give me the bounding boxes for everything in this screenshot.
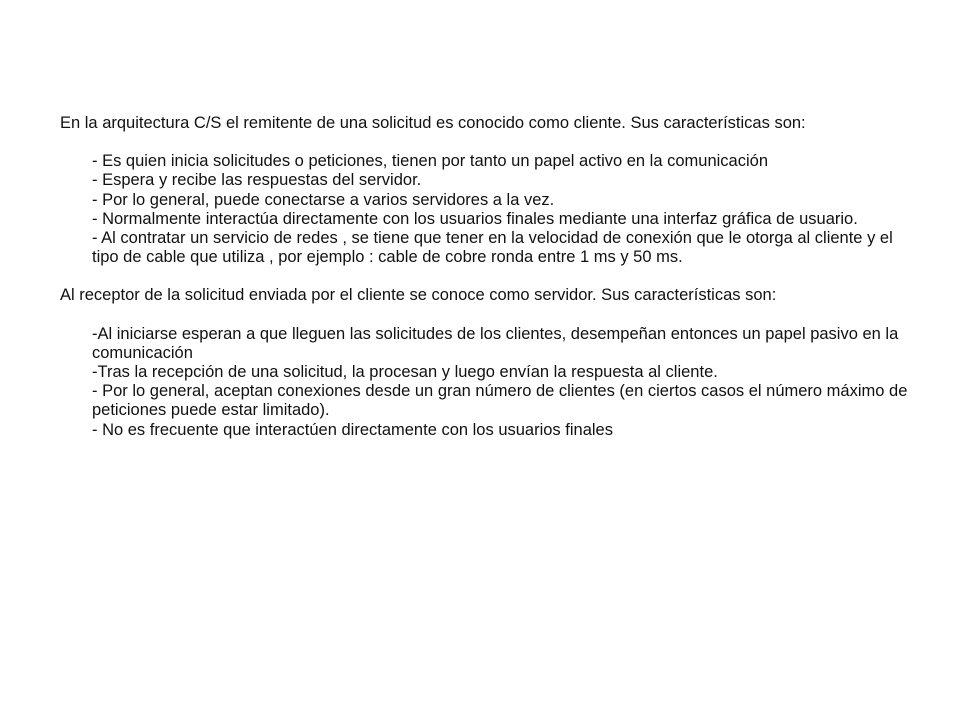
- server-characteristic-item: -Tras la recepción de una solicitud, la procesan y luego envían la respuesta al cliente.: [92, 363, 718, 382]
- client-characteristics-list: [60, 152, 910, 267]
- client-characteristic-item: - Espera y recibe las respuestas del servidor.: [92, 171, 422, 190]
- server-characteristic-item: - No es frecuente que interactúen directamente con los usuarios finales: [92, 420, 613, 439]
- client-characteristic-item: - Es quien inicia solicitudes o peticiones, tienen por tanto un papel activo en la comunicación: [92, 152, 768, 171]
- client-section: [60, 114, 910, 267]
- server-characteristic-item: -Al iniciarse esperan a que lleguen las solicitudes de los clientes, desempeñan entonces un papel pasivo en la comunicación: [92, 324, 899, 362]
- slide-body: [60, 114, 910, 440]
- server-section-lead: Al receptor de la solicitud enviada por el cliente se conoce como servidor. Sus características son:: [60, 286, 777, 305]
- server-section: [60, 286, 910, 439]
- client-section-lead: En la arquitectura C/S el remitente de una solicitud es conocido como cliente. Sus características son:: [60, 114, 806, 132]
- server-characteristics-list: [60, 325, 910, 440]
- client-characteristic-item: - Normalmente interactúa directamente con los usuarios finales mediante una interfaz gráfica de usuario.: [92, 209, 858, 228]
- server-characteristic-item: - Por lo general, aceptan conexiones desde un gran número de clientes (en ciertos casos el número máximo de peticiones puede estar limitado).: [92, 382, 908, 420]
- client-characteristic-item: - Por lo general, puede conectarse a varios servidores a la vez.: [92, 190, 555, 209]
- client-characteristic-item: - Al contratar un servicio de redes , se tiene que tener en la velocidad de conexión que le otorga al cliente y el tipo de cable que utiliza , por ejemplo : cable de cobre ronda entre 1 ms y 50 ms.: [92, 229, 893, 267]
